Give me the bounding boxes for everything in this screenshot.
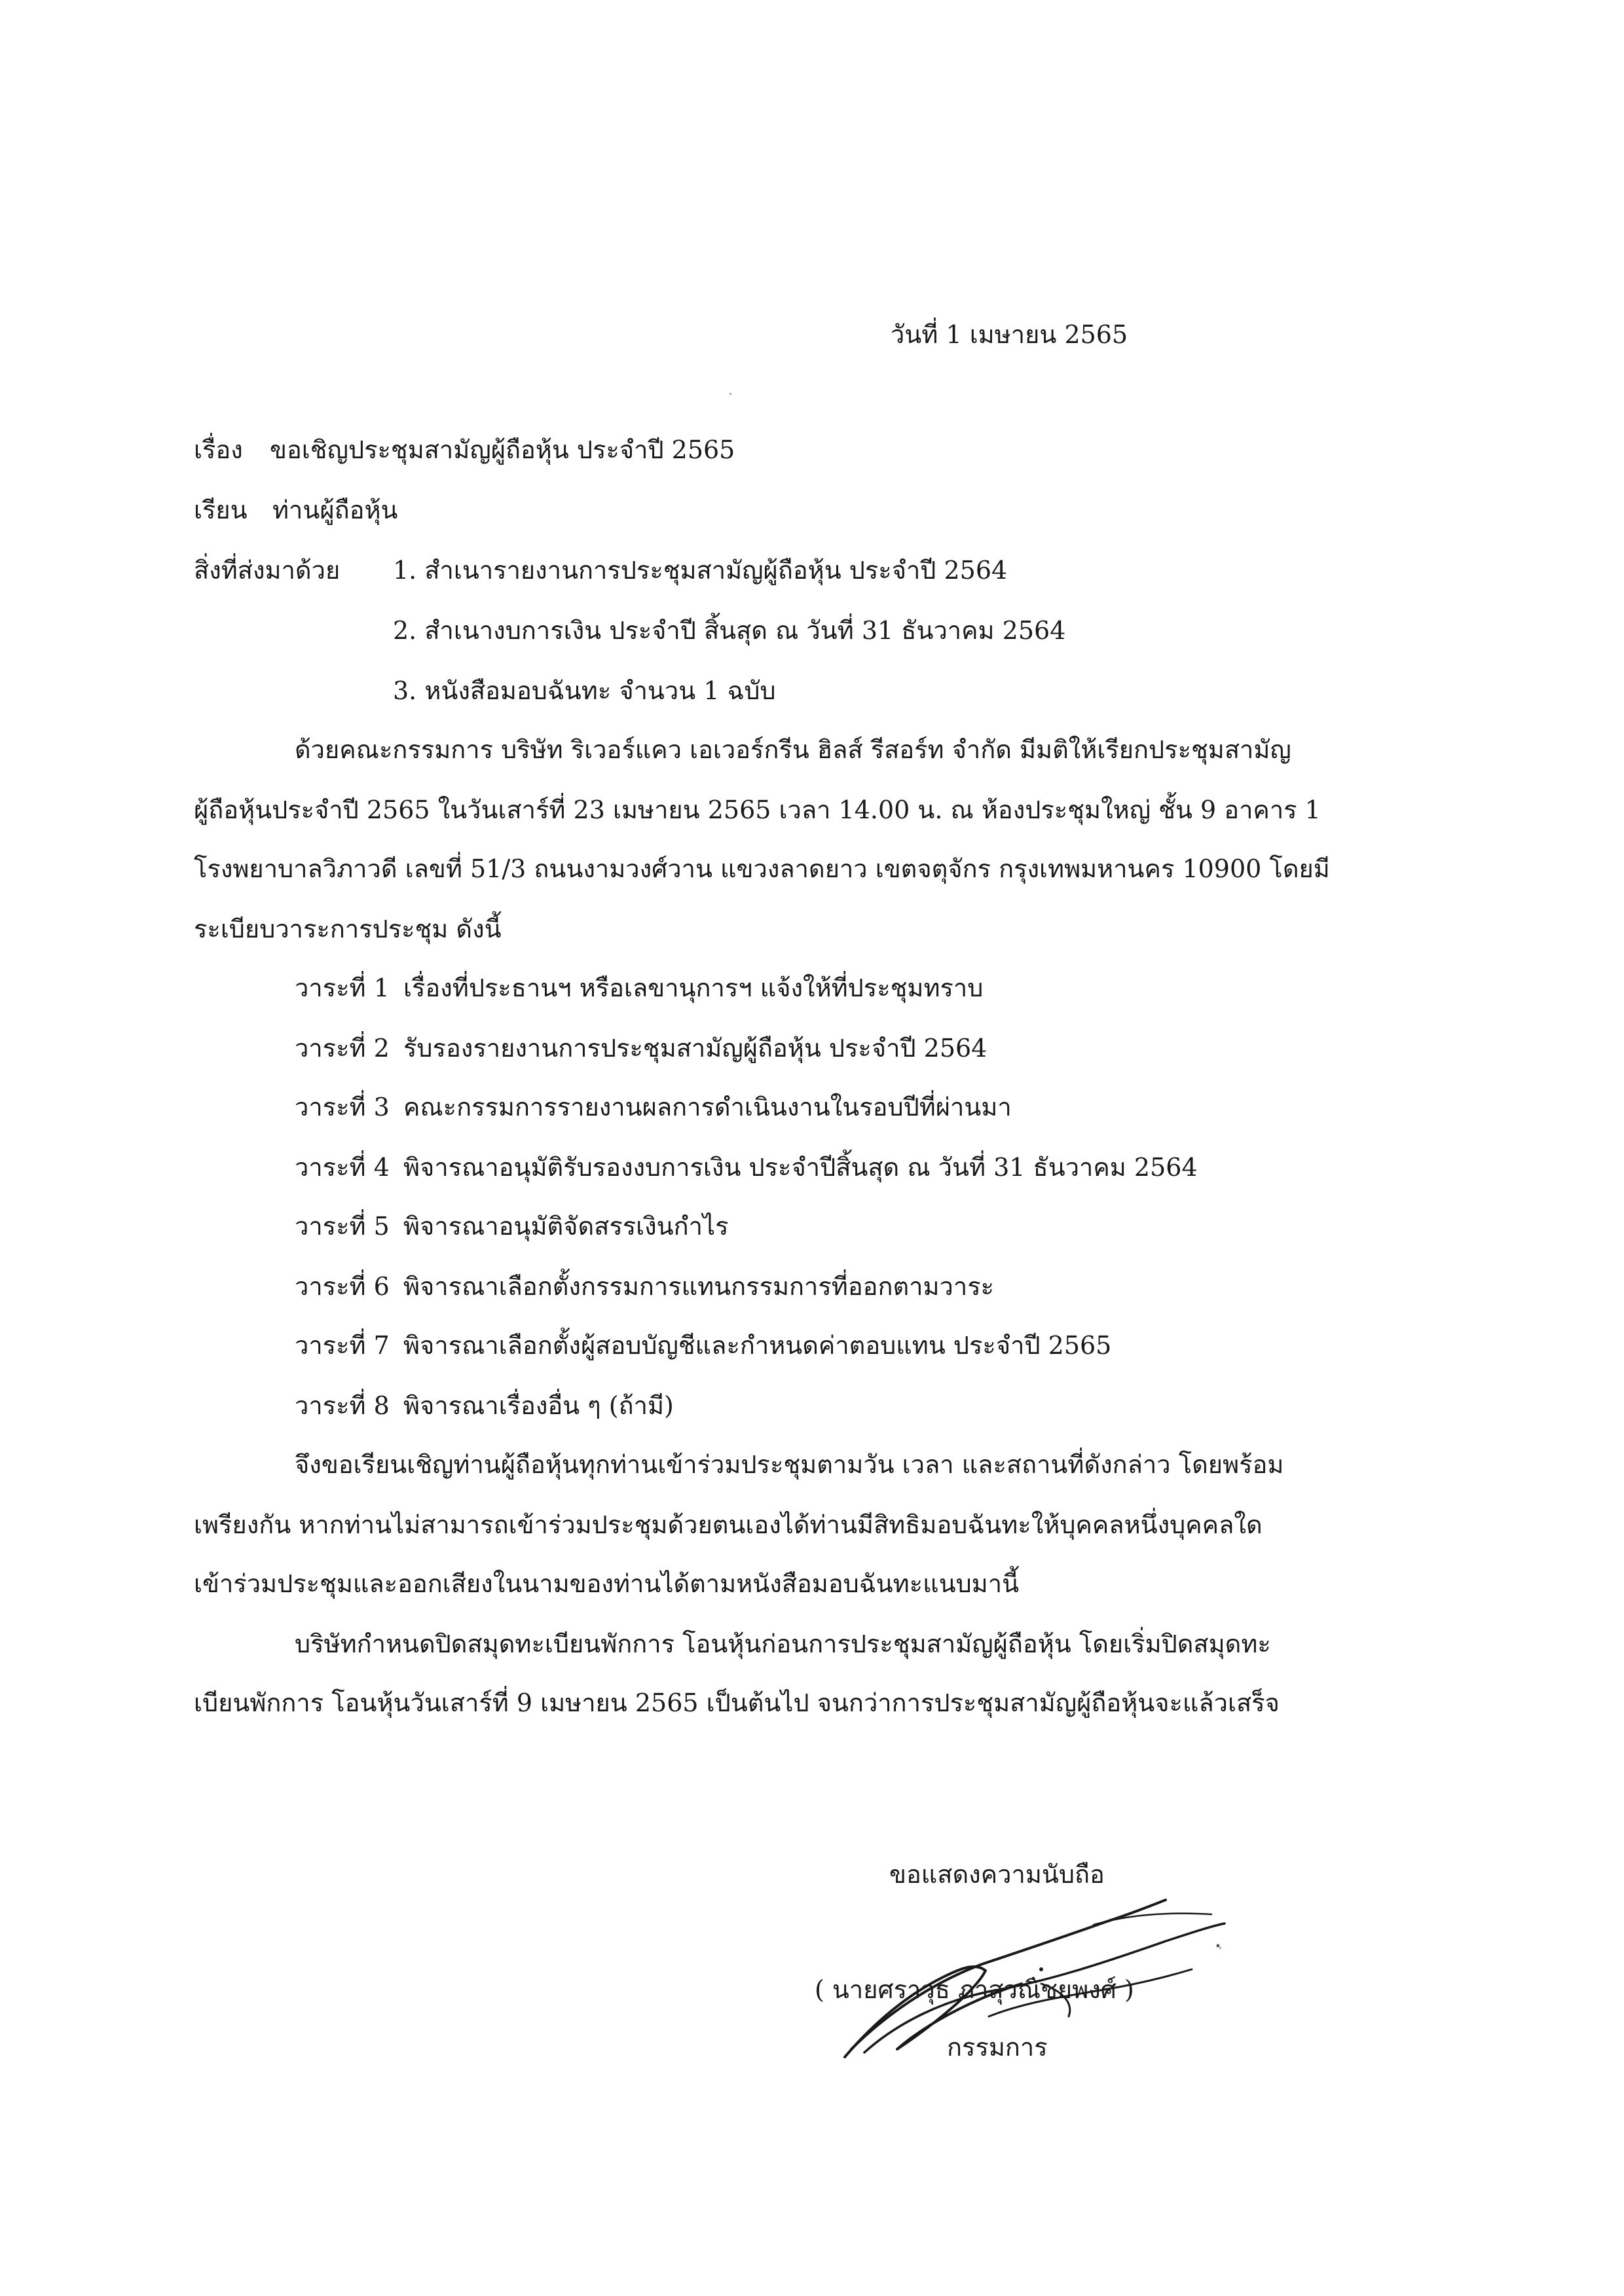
recipient-label: เรียน xyxy=(194,496,248,524)
document-date: วันที่ 1 เมษายน 2565 xyxy=(891,320,1128,349)
agenda-item xyxy=(295,1333,1111,1358)
agenda-item-label: วาระที่ 4 xyxy=(295,1153,390,1182)
agenda-item-label: วาระที่ 7 xyxy=(295,1331,390,1360)
agenda-item-text: พิจารณาอนุมัติรับรองงบการเงิน ประจำปีสิ้นสุด ณ วันที่ 31 ธันวาคม 2564 xyxy=(403,1153,1198,1182)
agenda-item-label: วาระที่ 8 xyxy=(295,1391,390,1420)
intro-paragraph-line: ระเบียบวาระการประชุม ดังนี้ xyxy=(194,915,502,943)
agenda-item-label: วาระที่ 1 xyxy=(295,974,390,1002)
invitation-paragraph-line: เพรียงกัน หากท่านไม่สามารถเข้าร่วมประชุมด้วยตนเองได้ท่านมีสิทธิมอบฉันทะให้บุคคลหนึ่งบุคคลใด xyxy=(194,1510,1263,1539)
enclosures-label: สิ่งที่ส่งมาด้วย xyxy=(194,556,341,585)
agenda-item-label: วาระที่ 3 xyxy=(295,1093,390,1121)
agenda-item xyxy=(295,1274,994,1299)
scan-speck xyxy=(729,393,731,395)
agenda-item-text: เรื่องที่ประธานฯ หรือเลขานุการฯ แจ้งให้ที่ประชุมทราบ xyxy=(403,974,984,1002)
agenda-item-text: คณะกรรมการรายงานผลการดำเนินงานในรอบปีที่ผ่านมา xyxy=(403,1093,1012,1121)
signatory-name: ( นายศราวุธ ภาสุวณิชยพงศ์ ) xyxy=(815,1975,1134,2004)
invitation-paragraph-line: เข้าร่วมประชุมและออกเสียงในนามของท่านได้ตามหนังสือมอบฉันทะแนบมานี้ xyxy=(194,1569,1020,1598)
subject-text: ขอเชิญประชุมสามัญผู้ถือหุ้น ประจำปี 2565 xyxy=(270,435,735,464)
signatory-title: กรรมการ xyxy=(947,2033,1048,2062)
invitation-paragraph-line: จึงขอเรียนเชิญท่านผู้ถือหุ้นทุกท่านเข้าร่วมประชุมตามวัน เวลา และสถานที่ดังกล่าว โดยพร้อม xyxy=(295,1450,1284,1479)
book-closure-paragraph-line: เบียนพักการ โอนหุ้นวันเสาร์ที่ 9 เมษายน 2565 เป็นต้นไป จนกว่าการประชุมสามัญผู้ถือหุ้นจะแล้วเสร็จ xyxy=(194,1688,1280,1717)
subject-line xyxy=(194,437,735,462)
intro-paragraph-line: โรงพยาบาลวิภาวดี เลขที่ 51/3 ถนนงามวงศ์วาน แขวงลาดยาว เขตจตุจักร กรุงเทพมหานคร 10900 โดยมี xyxy=(194,854,1330,883)
agenda-item xyxy=(295,1393,674,1418)
agenda-item-text: รับรองรายงานการประชุมสามัญผู้ถือหุ้น ประจำปี 2564 xyxy=(403,1034,987,1063)
agenda-item xyxy=(295,1214,729,1239)
agenda-item-text: พิจารณาเลือกตั้งผู้สอบบัญชีและกำหนดค่าตอบแทน ประจำปี 2565 xyxy=(403,1331,1112,1360)
enclosure-item: 3. หนังสือมอบฉันทะ จำนวน 1 ฉบับ xyxy=(393,676,776,705)
agenda-item xyxy=(295,1155,1198,1180)
enclosure-item: 1. สำเนารายงานการประชุมสามัญผู้ถือหุ้น ประจำปี 2564 xyxy=(393,556,1008,585)
intro-paragraph-line: ด้วยคณะกรรมการ บริษัท ริเวอร์แคว เอเวอร์กรีน ฮิลส์ รีสอร์ท จำกัด มีมติให้เรียกประชุมสามัญ xyxy=(295,735,1291,764)
scan-speck xyxy=(1219,1947,1221,1949)
enclosure-item: 2. สำเนางบการเงิน ประจำปี สิ้นสุด ณ วันที่ 31 ธันวาคม 2564 xyxy=(393,616,1066,645)
subject-label: เรื่อง xyxy=(194,435,243,464)
recipient-line xyxy=(194,498,397,522)
closing-salutation: ขอแสดงความนับถือ xyxy=(889,1860,1105,1889)
agenda-item-text: พิจารณาเลือกตั้งกรรมการแทนกรรมการที่ออกตามวาระ xyxy=(403,1272,995,1301)
agenda-item xyxy=(295,1036,987,1061)
agenda-item-text: พิจารณาเรื่องอื่น ๆ (ถ้ามี) xyxy=(403,1391,674,1420)
recipient-text: ท่านผู้ถือหุ้น xyxy=(272,496,398,524)
agenda-item-label: วาระที่ 6 xyxy=(295,1272,390,1301)
agenda-item-label: วาระที่ 2 xyxy=(295,1034,390,1063)
book-closure-paragraph-line: บริษัทกำหนดปิดสมุดทะเบียนพักการ โอนหุ้นก่อนการประชุมสามัญผู้ถือหุ้น โดยเริ่มปิดสมุดทะ xyxy=(295,1630,1271,1658)
agenda-item-text: พิจารณาอนุมัติจัดสรรเงินกำไร xyxy=(403,1212,729,1241)
intro-paragraph-line: ผู้ถือหุ้นประจำปี 2565 ในวันเสาร์ที่ 23 เมษายน 2565 เวลา 14.00 น. ณ ห้องประชุมใหญ่ ชั้น 9 อาคาร 1 xyxy=(194,795,1321,824)
agenda-item-label: วาระที่ 5 xyxy=(295,1212,390,1241)
agenda-item xyxy=(295,975,983,1000)
agenda-item xyxy=(295,1095,1012,1120)
